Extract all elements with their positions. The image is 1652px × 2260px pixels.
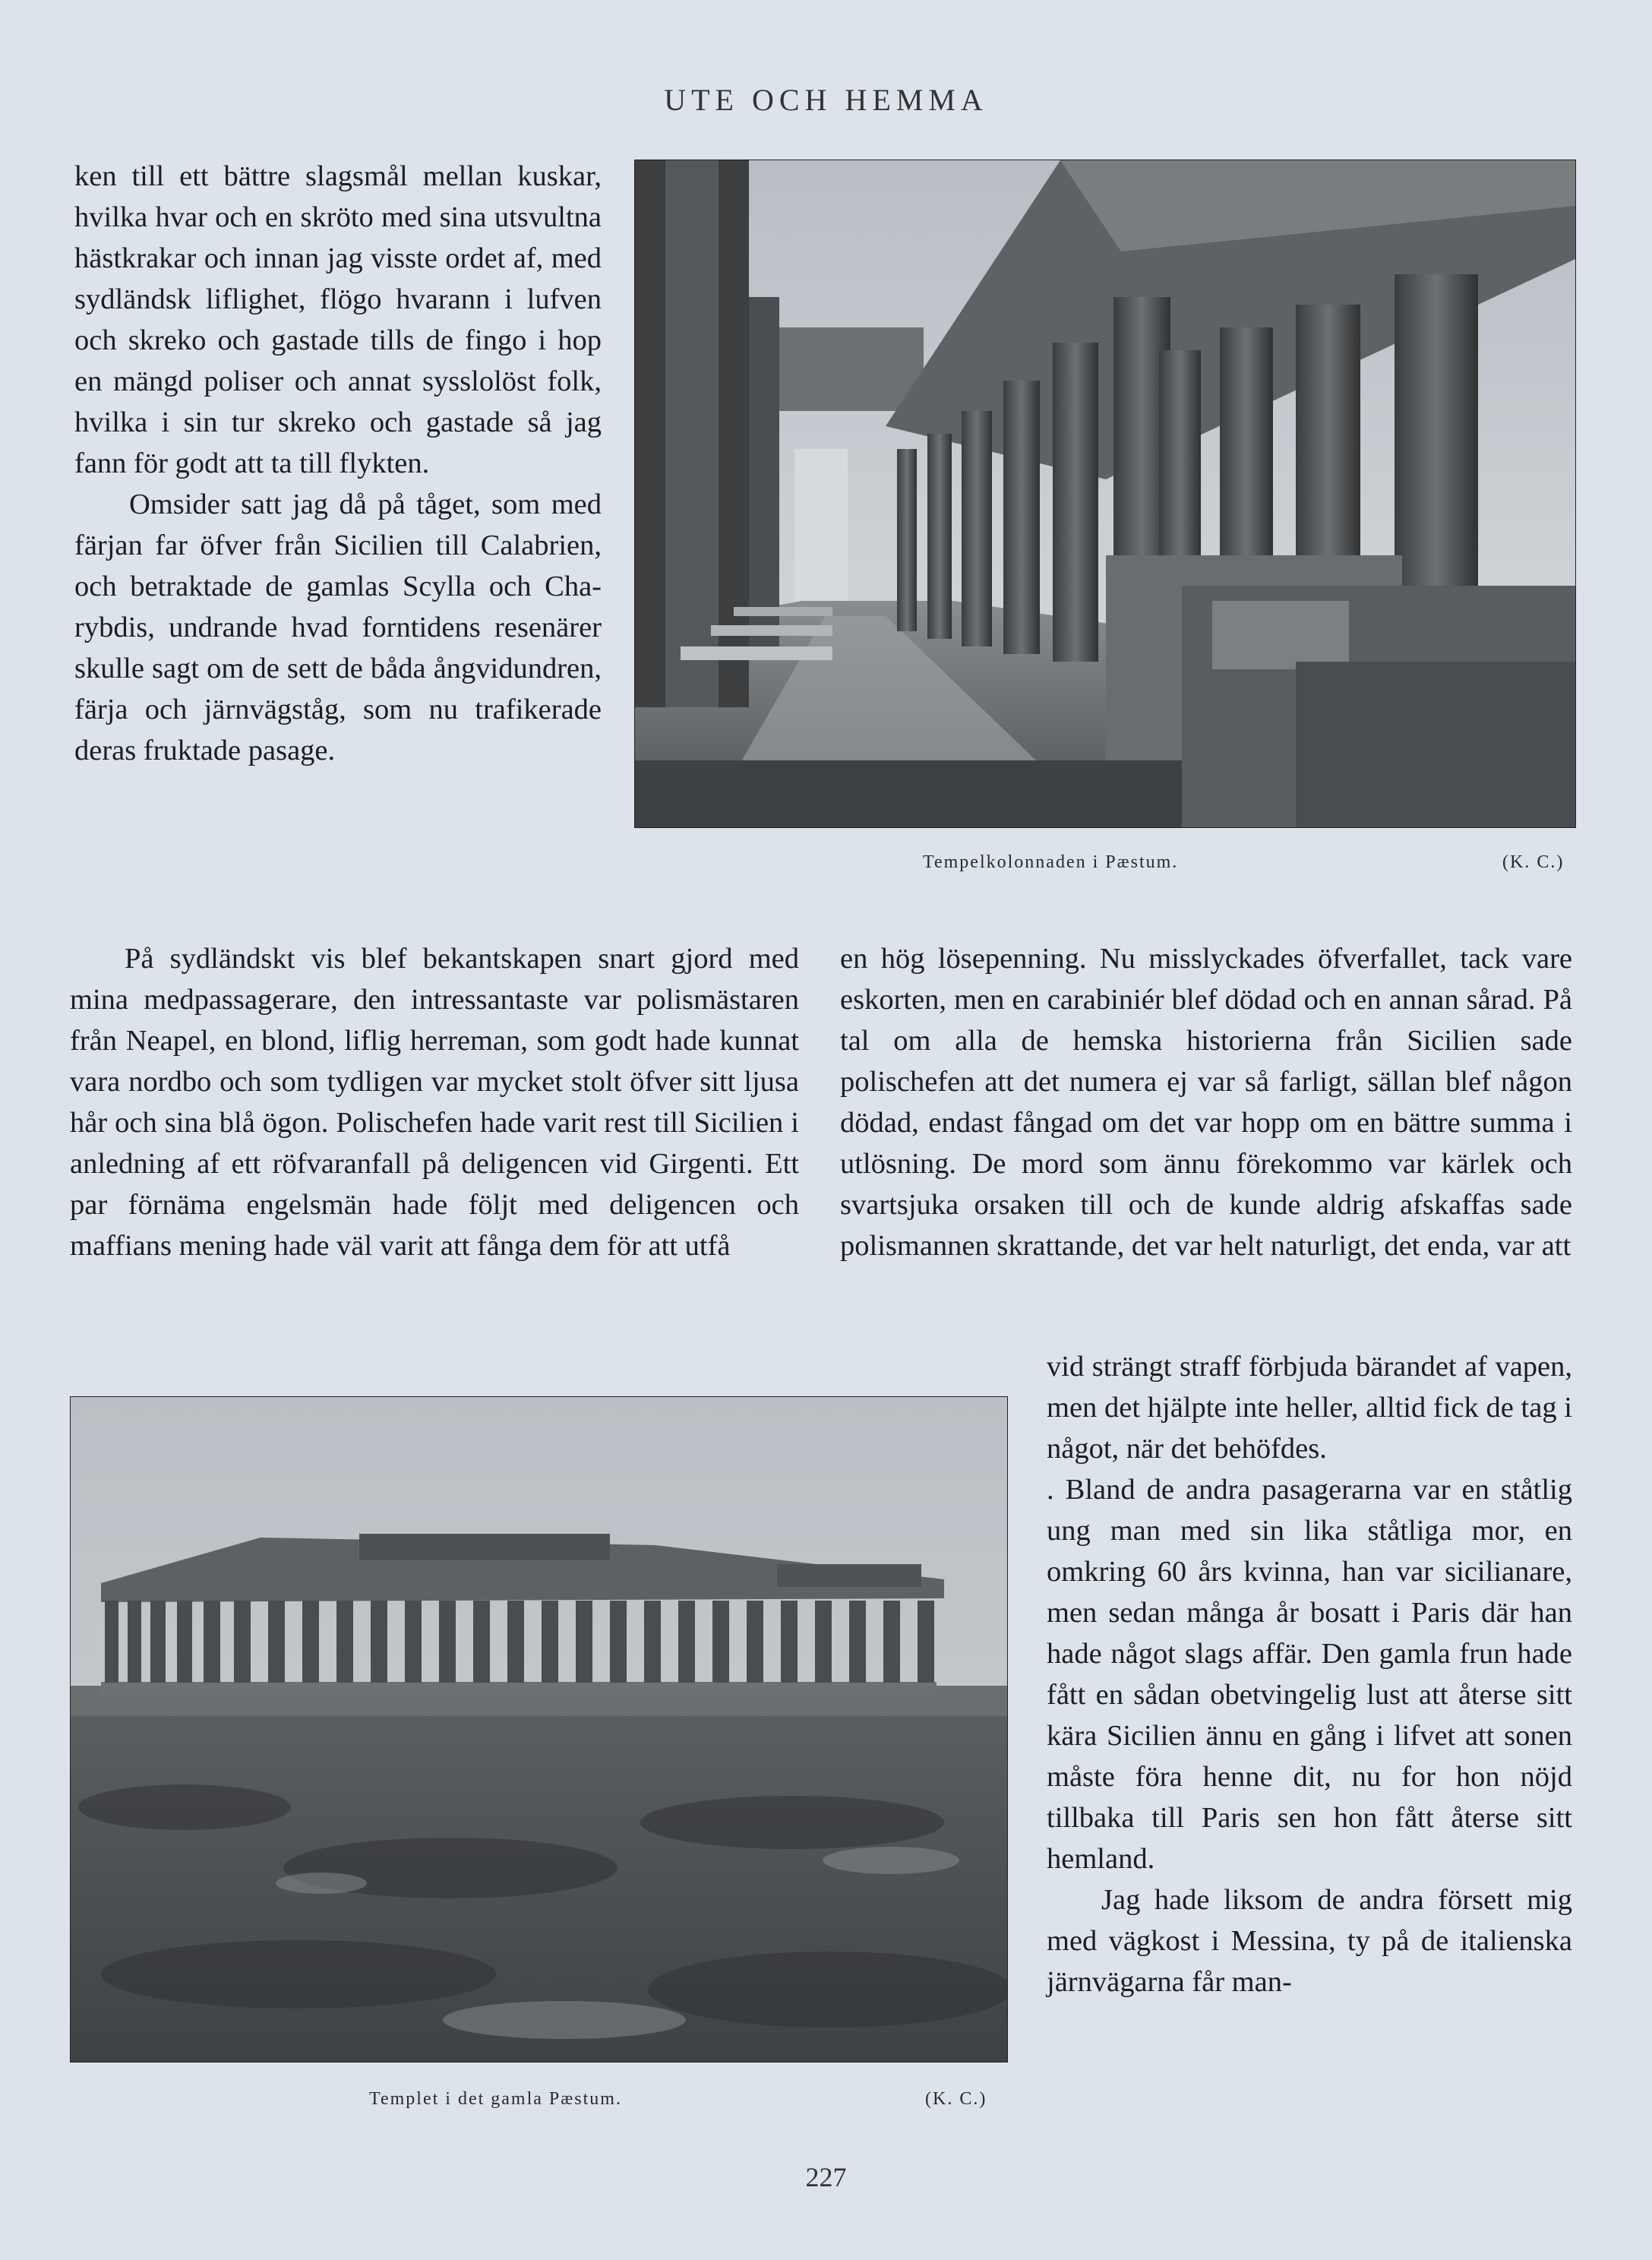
paragraph: ken till ett bättre slagsmål mellan kuskar, hvilka hvar och en skröto med sina utsvultna hästkrakar och innan jag visste ordet af, med sydländsk liflighet, flögo hvarann i lufven och skreko och gastade tills de fingo i hop en mängd poliser och annat sysslolöst folk, hvilka i sin tur skreko och gastade så jag fann för godt att ta till flykten. xyxy=(74,160,602,479)
page-number: 227 xyxy=(805,2162,847,2192)
column-right-lower xyxy=(1047,1346,1572,2002)
column-left xyxy=(70,938,799,1266)
paragraph: . Bland de andra pasagerarna var en ståtlig ung man med sin lika ståtliga mor, en omkring 60 års kvinna, han var sicilianare, men sedan många år bosatt i Paris där han hade något slags affär. Den gamla frun hade fått en sådan obetvingelig lust att återse sitt kära Sicilien ännu en gång i lifvet att sonen måste föra henne dit, nu for hon nöjd tillbaka till Paris sen hon fått återse sitt hemland. xyxy=(1047,1474,1572,1875)
paragraph: På sydländskt vis blef bekantskapen snart gjord med mina medpassagerare, den intressantaste var polismästaren från Neapel, en blond, liflig herreman, som godt hade kunnat vara nordbo och som tydligen var mycket stolt öfver sitt ljusa hår och sina blå ögon. Polischefen hade varit rest till Sicilien i anledning af ett röfvaranfall på deligencen vid Girgenti. Ett par förnäma engelsmän hade följt med deligencen och maffians mening hade väl varit att fånga dem för att utfå xyxy=(70,943,799,1262)
column-right-upper xyxy=(840,938,1572,1266)
figure-caption: Tempelkolonnaden i Pæstum. xyxy=(923,852,1179,872)
figure-credit: (K. C.) xyxy=(925,2089,987,2109)
figure-caption: Templet i det gamla Pæstum. xyxy=(369,2089,622,2109)
column-top-left xyxy=(74,156,602,771)
paragraph: Omsider satt jag då på tåget, som med färjan far öfver från Sicilien till Calabrien, och betraktade de gamlas Scylla och Charybdis, undrande hvad forntidens resenärer skulle sagt om de sett de båda ångvidundren, färja och järnvägståg, som nu trafikerade deras fruktade pasage. xyxy=(74,488,602,767)
figure-credit: (K. C.) xyxy=(1502,852,1565,872)
paragraph: vid strängt straff förbjuda bärandet af vapen, men det hjälpte inte heller, alltid fick de tag i något, när det behöfdes. xyxy=(1047,1351,1572,1465)
paragraph: en hög lösepenning. Nu misslyckades öfverfallet, tack vare eskorten, men en carabiniér blef dödad och en annan sårad. På tal om alla de hemska historierna från Sicilien sade polischefen att det numera ej var så farligt, sällan blef någon dödad, endast fångad om det var hopp om en bättre summa i utlösning. De mord som ännu förekommo var kärlek och svartsjuka orsaken till och de kunde aldrig afskaffas sade polismannen skrattande, det var helt naturligt, det enda, var att xyxy=(840,943,1572,1262)
paragraph: Jag hade liksom de andra försett mig med vägkost i Messina, ty på de italienska järnvägarna får man- xyxy=(1047,1884,1572,1998)
photo-temple-exterior xyxy=(70,1396,1008,2062)
photo-temple-colonnade xyxy=(634,160,1576,828)
running-header: UTE OCH HEMMA xyxy=(664,83,988,117)
